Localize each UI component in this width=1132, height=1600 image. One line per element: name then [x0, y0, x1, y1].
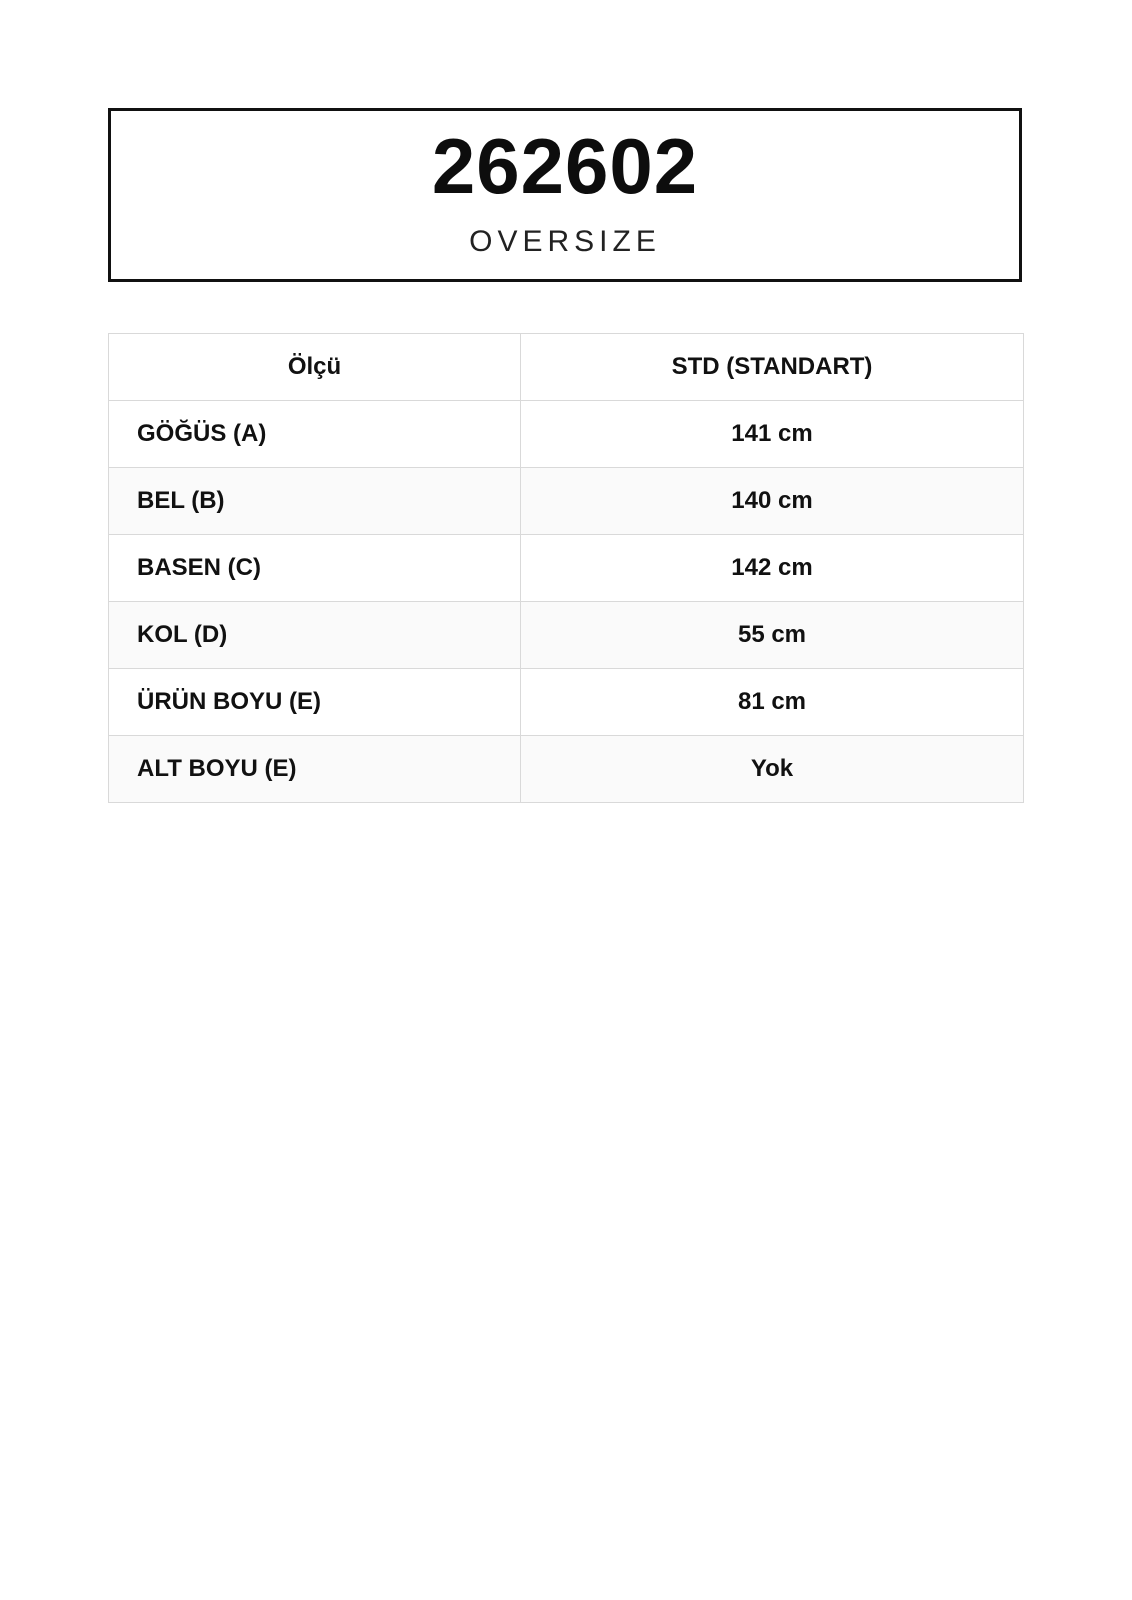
row-label: BASEN (C) — [109, 535, 521, 602]
column-header-size: STD (STANDART) — [521, 334, 1024, 401]
row-label: ÜRÜN BOYU (E) — [109, 669, 521, 736]
column-header-measurement: Ölçü — [109, 334, 521, 401]
table-row — [109, 401, 1024, 468]
table-header-row — [109, 334, 1024, 401]
row-value: Yok — [521, 736, 1024, 803]
row-value: 141 cm — [521, 401, 1024, 468]
table-row — [109, 602, 1024, 669]
size-chart-table — [108, 333, 1024, 803]
row-label: KOL (D) — [109, 602, 521, 669]
row-value: 142 cm — [521, 535, 1024, 602]
product-header-box — [108, 108, 1022, 282]
row-value: 140 cm — [521, 468, 1024, 535]
table-row — [109, 669, 1024, 736]
table-row — [109, 535, 1024, 602]
table-row — [109, 736, 1024, 803]
row-value: 81 cm — [521, 669, 1024, 736]
row-label: GÖĞÜS (A) — [109, 401, 521, 468]
row-label: BEL (B) — [109, 468, 521, 535]
row-label: ALT BOYU (E) — [109, 736, 521, 803]
product-code: 262602 — [431, 122, 699, 210]
fit-label: OVERSIZE — [469, 225, 661, 258]
row-value: 55 cm — [521, 602, 1024, 669]
table-row — [109, 468, 1024, 535]
